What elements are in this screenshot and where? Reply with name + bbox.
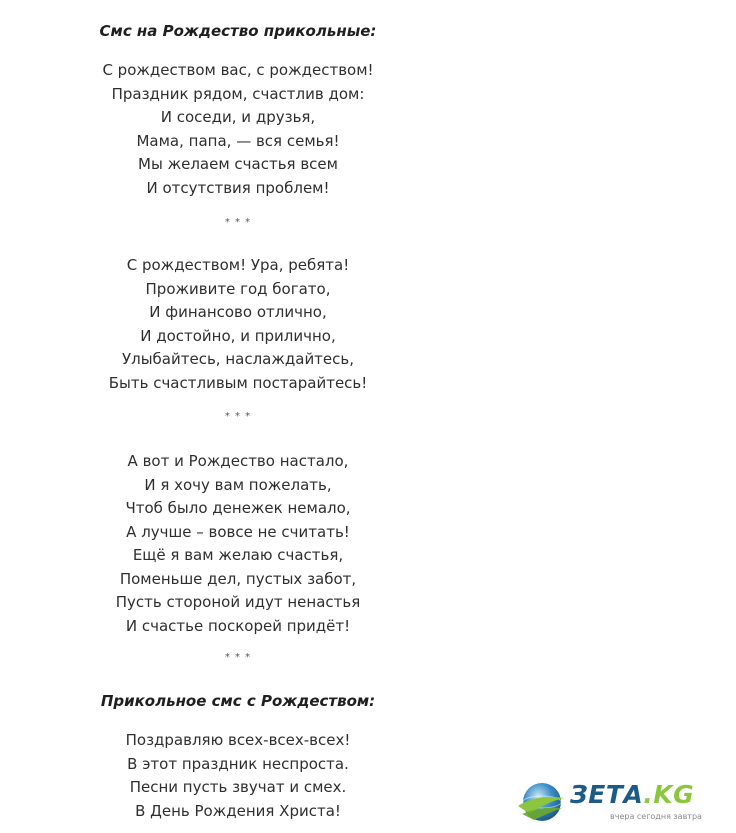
poem-stanza (0, 254, 476, 395)
poem-line: Праздник рядом, счастлив дом: (111, 84, 365, 103)
brand-tagline: вчера сегодня завтра (610, 812, 702, 821)
brand-name: ЗЕТА.KG (570, 780, 695, 809)
stanza-separator: * * * (224, 652, 252, 663)
poem-stanza (0, 450, 476, 638)
poem-line: Пусть стороной идут ненастья (115, 593, 361, 611)
poem-stanza (0, 729, 476, 823)
poem-line: И соседи, и друзья, (160, 108, 316, 126)
poem-stanza (0, 59, 476, 200)
stanza-separator: * * * (224, 411, 252, 422)
poem-line: И отсутствия проблем! (146, 178, 330, 197)
poem-line: А лучше – вовсе не считать! (126, 522, 350, 541)
poem-line: А вот и Рождество настало, (127, 452, 349, 470)
poem-line: Мы желаем счастья всем (138, 155, 338, 173)
site-watermark (512, 776, 734, 830)
section-heading: Прикольное смс с Рождеством: (100, 692, 376, 710)
poem-line: Поменьше дел, пустых забот, (119, 569, 357, 588)
poem-line: В этот праздник неспроста. (127, 754, 349, 773)
poem-line: Чтоб было денежек немало, (125, 499, 351, 517)
poem-line: И я хочу вам пожелать, (144, 475, 332, 494)
poem-line: И финансово отлично, (149, 303, 327, 321)
poem-line: Ещё я вам желаю счастья, (132, 546, 344, 564)
poem-line: Улыбайтесь, наслаждайтесь, (121, 350, 355, 368)
poem-line: Поздравляю всех-всех-всех! (125, 731, 351, 749)
poem-line: Проживите год богато, (145, 279, 331, 298)
poem-line: В День Рождения Христа! (135, 801, 341, 820)
section-heading: Смс на Рождество прикольные: (99, 22, 377, 40)
poem-line: Песни пусть звучат и смех. (129, 778, 347, 796)
stanza-separator: * * * (224, 217, 252, 228)
poem-line: Мама, папа, — вся семья! (136, 131, 340, 150)
poem-line: С рождеством вас, с рождеством! (102, 61, 374, 79)
poem-line: С рождеством! Ура, ребята! (126, 256, 350, 274)
globe-logo-icon (516, 780, 568, 826)
poem-line: И счастье поскорей придёт! (125, 616, 351, 635)
poem-line: Быть счастливым постарайтесь! (108, 373, 368, 392)
poem-line: И достойно, и прилично, (140, 326, 336, 345)
